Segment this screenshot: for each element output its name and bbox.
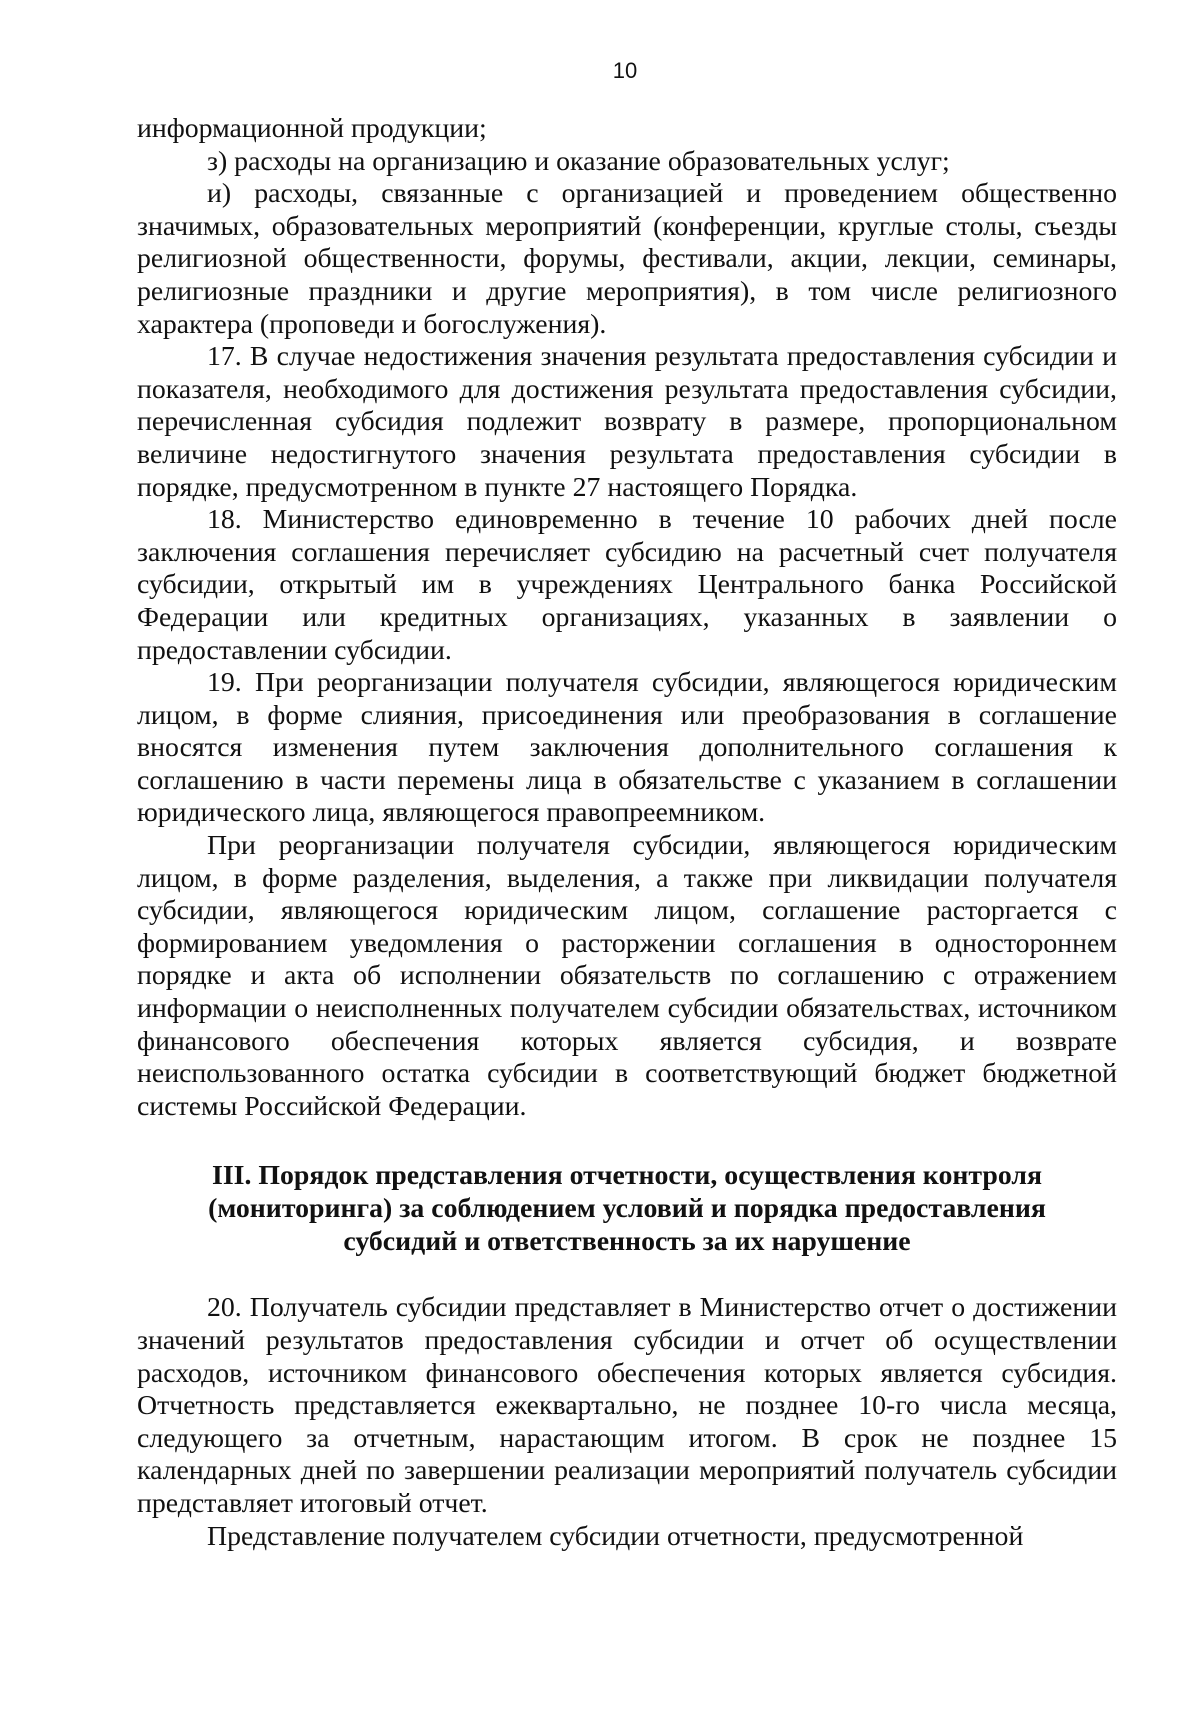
paragraph-clause-18: 18. Министерство единовременно в течение 10 рабочих дней после заключения соглашения перечисляет субсидию на расчетный счет получателя субсидии, открытый им в учреждениях Центрального банка Российской Федерации или кредитных организациях, указанных в заявлении о предоставлении субсидии. <box>137 504 1117 666</box>
paragraph-continuation: информационной продукции; <box>137 113 487 144</box>
paragraph-clause-19-part2: При реорганизации получателя субсидии, являющегося юридическим лицом, в форме разделения, выделения, а также при ликвидации получателя субсидии, являющегося юридическим лицом, соглашение расторгается с формированием уведомления о расторжении соглашения в одностороннем порядке и акта об исполнении обязательств по соглашению с отражением информации о неисполненных получателем субсидии обязательствах, источником финансового обеспечения которых является субсидия, и возврате неиспользованного остатка субсидии в соответствующий бюджет бюджетной системы Российской Федерации. <box>137 830 1117 1122</box>
paragraph-clause-20: 20. Получатель субсидии представляет в Министерство отчет о достижении значений результатов предоставления субсидии и отчет об осуществлении расходов, источником финансового обеспечения которых является субсидия. Отчетность представляется ежеквартально, не позднее 10-го числа месяца, следующего за отчетным, нарастающим итогом. В срок не позднее 15 календарных дней по завершении реализации мероприятий получатель субсидии представляет итоговый отчет. <box>137 1292 1117 1519</box>
document-body <box>137 113 1117 1553</box>
paragraph-clause-20-part2: Представление получателем субсидии отчетности, предусмотренной <box>207 1520 1024 1552</box>
section-heading-line-2: (мониторинга) за соблюдением условий и порядка предоставления <box>208 1193 1046 1225</box>
section-heading-line-3: субсидий и ответственность за их нарушение <box>343 1226 911 1258</box>
page-number: 10 <box>612 58 638 83</box>
section-heading <box>137 1159 1117 1258</box>
paragraph-clause-17: 17. В случае недостижения значения результата предоставления субсидии и показателя, необходимого для достижения результата предоставления субсидии, перечисленная субсидия подлежит возврату в размере, пропорциональном величине недостигнутого значения результата предоставления субсидии в порядке, предусмотренном в пункте 27 настоящего Порядка. <box>137 341 1117 503</box>
paragraph-clause-19: 19. При реорганизации получателя субсидии, являющегося юридическим лицом, в форме слияния, присоединения или преобразования в соглашение вносятся изменения путем заключения дополнительного соглашения к соглашению в части перемены лица в обязательстве с указанием в соглашении юридического лица, являющегося правопреемником. <box>137 667 1117 829</box>
paragraph-item-i: и) расходы, связанные с организацией и проведением общественно значимых, образовательных мероприятий (конференции, круглые столы, съезды религиозной общественности, форумы, фестивали, акции, лекции, семинары, религиозные праздники и другие мероприятия), в том числе религиозного характера (проповеди и богослужения). <box>137 178 1117 340</box>
section-heading-line-1: III. Порядок представления отчетности, осуществления контроля <box>212 1160 1042 1192</box>
paragraph-item-z: з) расходы на организацию и оказание образовательных услуг; <box>207 145 950 177</box>
